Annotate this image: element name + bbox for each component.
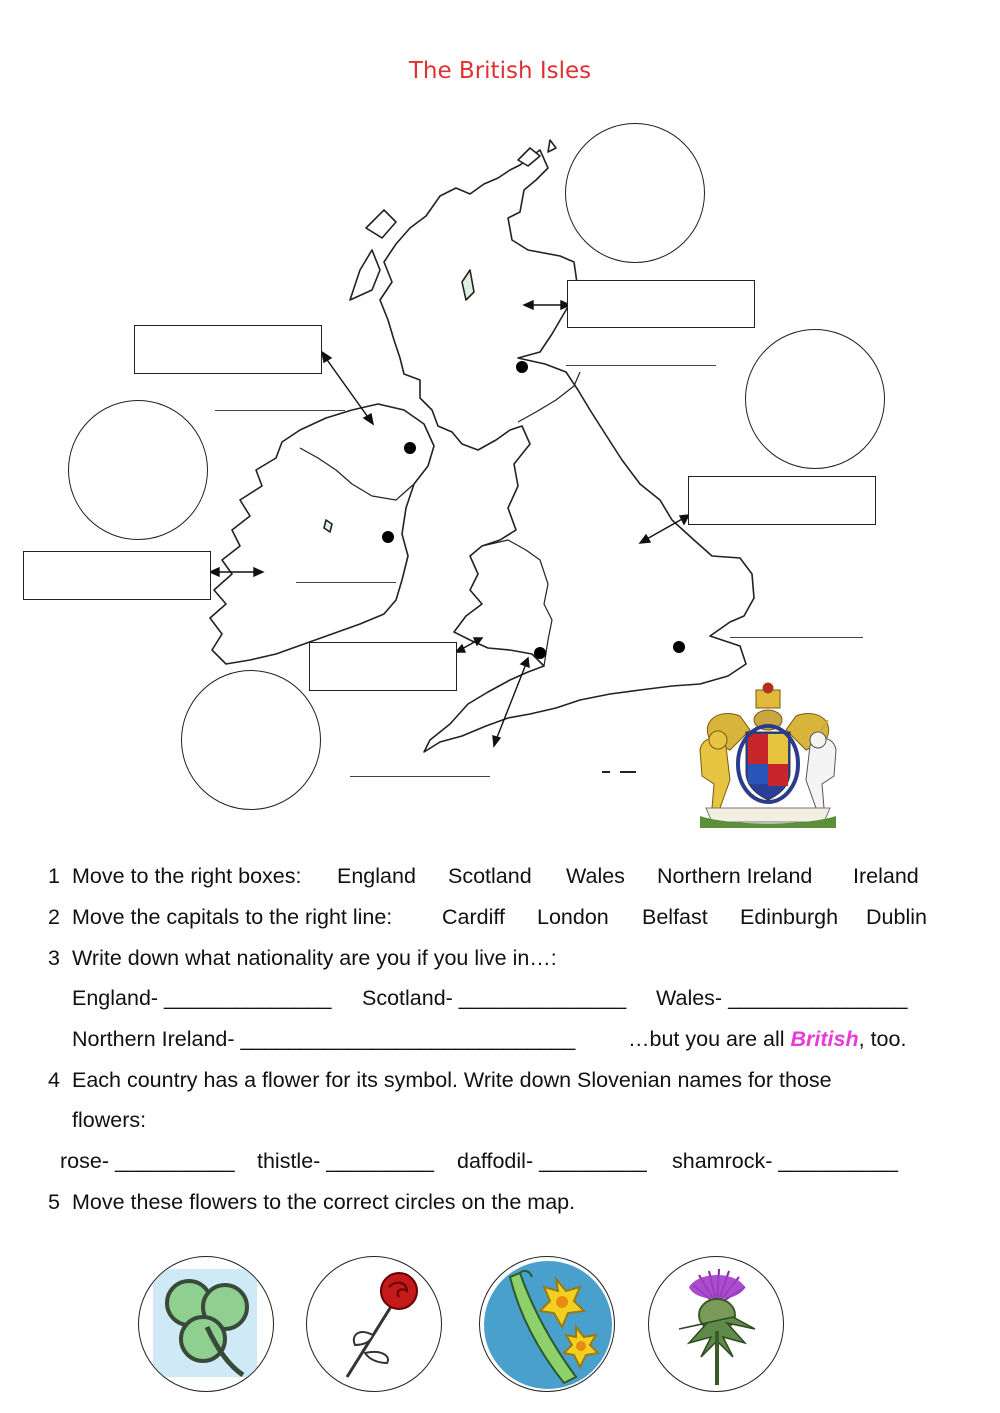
- instruction-1-text-row: [72, 864, 301, 889]
- instruction-1: [48, 864, 60, 889]
- country-word-england[interactable]: England: [337, 864, 416, 888]
- flower-name-daffodil[interactable]: daffodil- _________: [457, 1149, 647, 1173]
- capital-line-cardiff[interactable]: [350, 776, 490, 777]
- page-title: The British Isles: [408, 58, 592, 84]
- british-emphasis: British: [790, 1027, 859, 1051]
- capital-dot-edinburgh: [516, 361, 528, 373]
- flower-name-thistle[interactable]: thistle- _________: [257, 1149, 434, 1173]
- answer-box-wales[interactable]: [309, 642, 457, 691]
- instruction-1-text: Move to the right boxes:: [72, 864, 302, 888]
- instruction-4-number: 4: [48, 1068, 60, 1092]
- flower-circle-wales[interactable]: [181, 670, 321, 810]
- instruction-4-text: Each country has a flower for its symbol. Write down Slovenian names for those: [72, 1068, 832, 1092]
- instruction-2-text: Move the capitals to the right line:: [72, 905, 393, 929]
- answer-box-england[interactable]: [688, 476, 876, 525]
- ireland-outline: [210, 404, 434, 664]
- country-word-wales[interactable]: Wales: [566, 864, 625, 888]
- british-note-start: …but you are all: [628, 1027, 791, 1051]
- capital-word-london[interactable]: London: [537, 905, 609, 929]
- instruction-3-text: Write down what nationality are you if you live in…:: [72, 946, 557, 970]
- daffodil-icon[interactable]: [479, 1256, 615, 1392]
- capital-line-london[interactable]: [730, 637, 863, 638]
- country-word-scotland[interactable]: Scotland: [448, 864, 532, 888]
- instruction-4-text-cont: flowers:: [72, 1108, 147, 1132]
- nationality-wales[interactable]: Wales- _______________: [656, 986, 908, 1010]
- capital-dot-belfast: [404, 442, 416, 454]
- instruction-2-number: 2: [48, 905, 60, 929]
- instruction-5-number: 5: [48, 1190, 60, 1214]
- flower-circle-scotland[interactable]: [565, 123, 705, 263]
- nationality-scotland[interactable]: Scotland- ______________: [362, 986, 627, 1010]
- instruction-1-number: 1: [48, 864, 60, 888]
- flower-circle-northern-ireland[interactable]: [68, 400, 208, 540]
- capital-word-belfast[interactable]: Belfast: [642, 905, 708, 929]
- capital-line-belfast[interactable]: [215, 410, 345, 411]
- flower-name-rose[interactable]: rose- __________: [60, 1149, 235, 1173]
- country-word-northern-ireland[interactable]: Northern Ireland: [657, 864, 813, 888]
- nationality-northern-ireland[interactable]: Northern Ireland- ____________________________: [72, 1027, 576, 1051]
- rose-icon[interactable]: [306, 1256, 442, 1392]
- capital-word-cardiff[interactable]: Cardiff: [442, 905, 505, 929]
- flower-name-shamrock[interactable]: shamrock- __________: [672, 1149, 898, 1173]
- answer-box-scotland[interactable]: [567, 280, 755, 328]
- country-word-ireland[interactable]: Ireland: [853, 864, 919, 888]
- capital-word-edinburgh[interactable]: Edinburgh: [740, 905, 839, 929]
- answer-box-northern-ireland[interactable]: [134, 325, 322, 374]
- capital-dot-dublin: [382, 531, 394, 543]
- answer-box-ireland[interactable]: [23, 551, 211, 600]
- capital-dot-cardiff: [534, 647, 546, 659]
- capital-dot-london: [673, 641, 685, 653]
- thistle-icon[interactable]: [648, 1256, 784, 1392]
- capital-line-edinburgh[interactable]: [566, 365, 716, 366]
- instruction-5-text: Move these flowers to the correct circles on the map.: [72, 1190, 576, 1214]
- flower-circle-england[interactable]: [745, 329, 885, 469]
- british-note-end: , too.: [858, 1027, 907, 1051]
- capital-word-dublin[interactable]: Dublin: [866, 905, 927, 929]
- shamrock-icon[interactable]: [138, 1256, 274, 1392]
- british-note: [628, 1027, 906, 1052]
- nationality-england[interactable]: England- ______________: [72, 986, 332, 1010]
- instruction-3-number: 3: [48, 946, 60, 970]
- royal-coat-of-arms: [690, 680, 846, 828]
- capital-line-dublin[interactable]: [296, 582, 396, 583]
